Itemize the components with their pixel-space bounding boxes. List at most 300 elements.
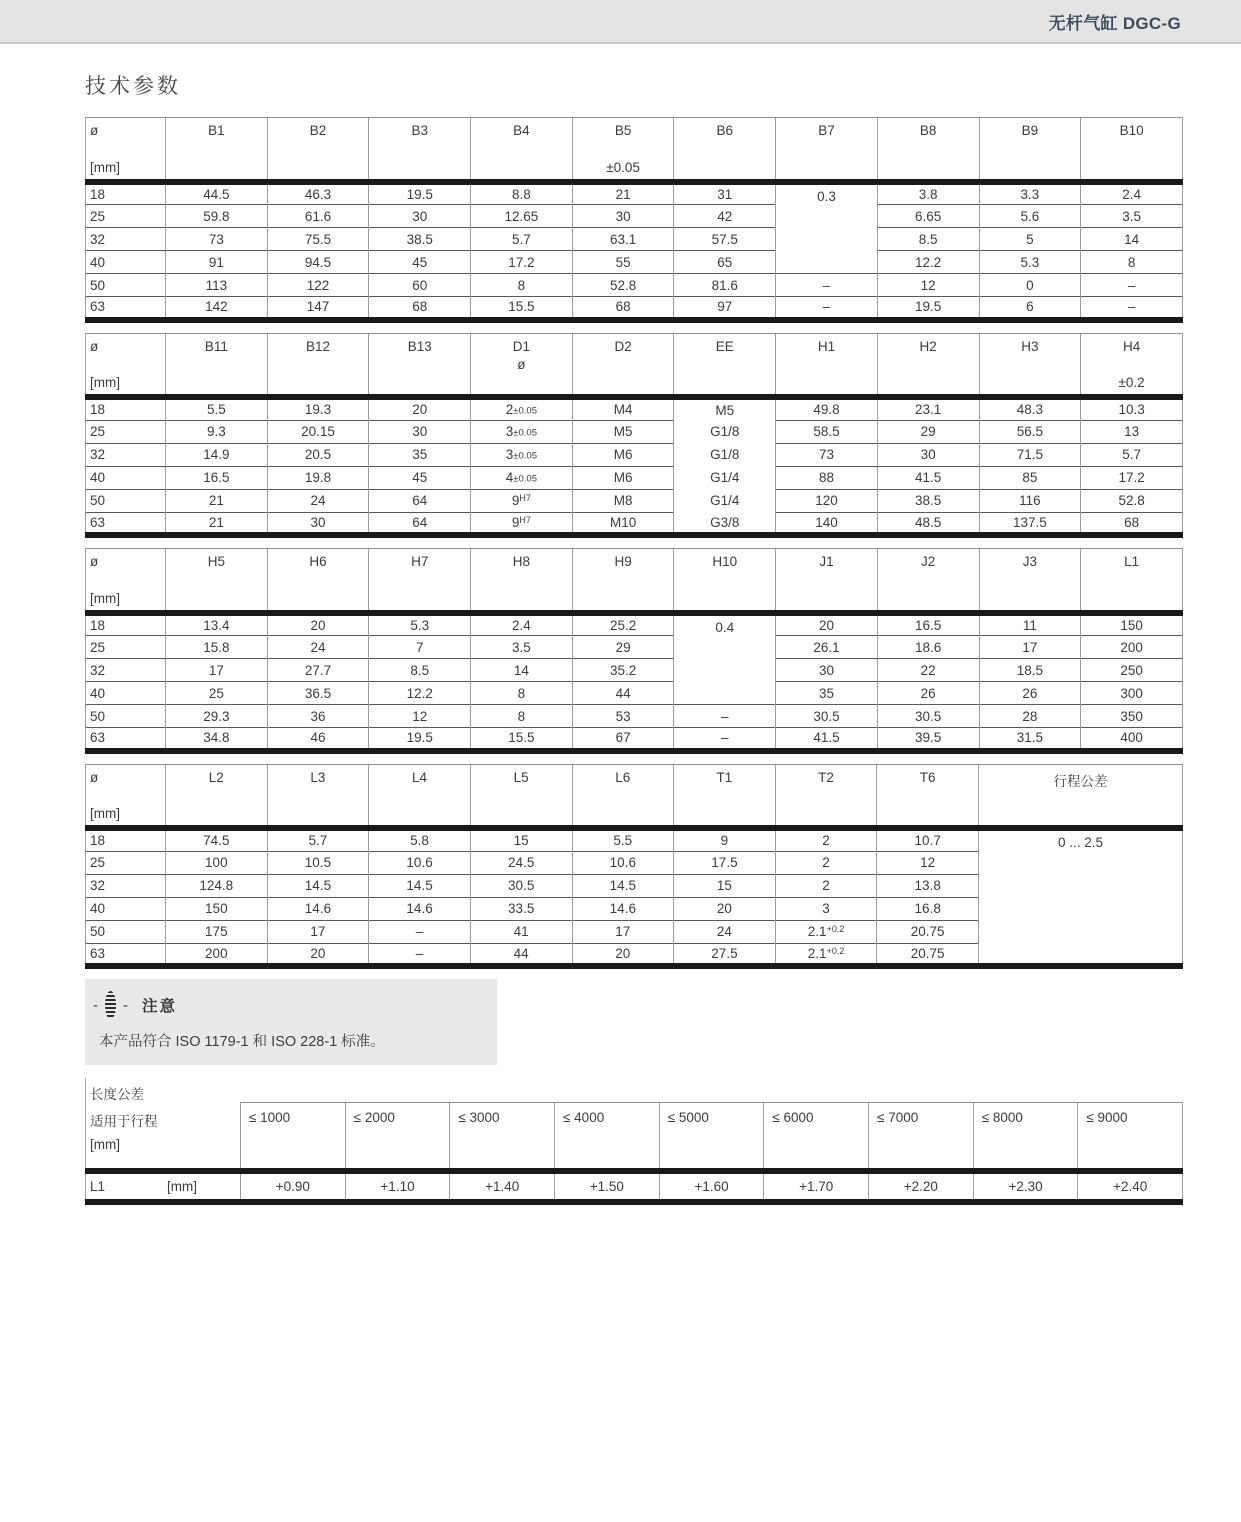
cell-tolerance: ±0.05 (513, 427, 538, 439)
stroke-range-header: ≤ 9000 (1077, 1103, 1182, 1168)
value-cell: 94.5 (267, 251, 369, 274)
value-cell: 7 (369, 636, 471, 659)
value-cell: 8 (471, 682, 573, 705)
column-header: H7 (369, 549, 471, 613)
column-header: J3 (979, 549, 1081, 613)
value-cell: 63.1 (572, 228, 674, 251)
value-cell: 17 (979, 636, 1081, 659)
value-cell: 10.7 (877, 828, 979, 851)
value-cell: 14.6 (572, 897, 674, 920)
diameter-cell: 63 (86, 728, 166, 751)
length-tolerance-table (85, 1078, 1183, 1205)
value-cell: – (674, 705, 776, 728)
value-cell: 20.75 (877, 920, 979, 943)
value-cell: 5.7 (267, 828, 369, 851)
note-dash-left: - (93, 996, 98, 1014)
column-header: L4 (369, 764, 471, 828)
table-row (86, 182, 1183, 205)
value-cell: 17.2 (471, 251, 573, 274)
column-header: H4 ±0.2 (1081, 333, 1183, 397)
value-cell: 88 (776, 466, 878, 489)
value-cell: 19.5 (369, 182, 471, 205)
diameter-cell: 32 (86, 228, 166, 251)
value-cell: 142 (166, 297, 268, 320)
stroke-range-header: ≤ 2000 (345, 1103, 450, 1168)
table-row (86, 636, 1183, 659)
value-cell: 52.8 (1081, 489, 1183, 512)
value-cell: 3.8 (877, 182, 979, 205)
value-cell: 3.5 (1081, 205, 1183, 228)
value-cell: 39.5 (877, 728, 979, 751)
value-cell: 74.5 (166, 828, 268, 851)
value-cell: 46.3 (267, 182, 369, 205)
cell-value: 2 (505, 402, 514, 418)
value-cell: 30.5 (776, 705, 878, 728)
value-cell: – (776, 297, 878, 320)
value-cell: 8 (471, 274, 573, 297)
diameter-header: ø [mm] (86, 118, 166, 182)
diameter-cell: 32 (86, 443, 166, 466)
value-cell: 15.8 (166, 636, 268, 659)
value-cell: 6 (979, 297, 1081, 320)
value-cell: 68 (369, 297, 471, 320)
header-row (86, 764, 1183, 828)
value-cell: 14.6 (369, 897, 471, 920)
column-header: B11 (166, 333, 268, 397)
cell-value: 9 (511, 493, 520, 508)
value-cell: 140 (776, 512, 878, 535)
value-cell: 12 (877, 851, 979, 874)
stroke-range-header: ≤ 5000 (659, 1103, 764, 1168)
spec-table-4-container (85, 764, 1183, 970)
cell-tolerance: ±0.05 (513, 450, 538, 462)
value-cell: 13.4 (166, 613, 268, 636)
diameter-header: ø [mm] (86, 764, 166, 828)
value-cell: M10 (572, 512, 674, 535)
column-header: L6 (572, 764, 674, 828)
value-cell (471, 466, 573, 489)
diameter-cell: 18 (86, 397, 166, 420)
value-cell: 19.5 (877, 297, 979, 320)
value-cell: 35.2 (572, 659, 674, 682)
diameter-cell: 40 (86, 251, 166, 274)
diameter-cell: 25 (86, 636, 166, 659)
value-cell: 23.1 (877, 397, 979, 420)
value-cell: 20 (674, 897, 776, 920)
column-header: H3 (979, 333, 1081, 397)
diameter-cell: 32 (86, 659, 166, 682)
length-header-line: 长度公差 (90, 1087, 144, 1102)
table-row (86, 489, 1183, 512)
value-cell: 14.9 (166, 443, 268, 466)
diameter-cell: 63 (86, 943, 166, 966)
value-cell: 30 (369, 420, 471, 443)
value-cell (979, 828, 1183, 966)
spec-table-1-container (85, 117, 1183, 323)
value-cell: 36 (267, 705, 369, 728)
table-row (86, 682, 1183, 705)
value-cell: 300 (1081, 682, 1183, 705)
value-cell: 56.5 (979, 420, 1081, 443)
l1-tolerance-row (85, 1174, 1183, 1199)
value-cell: 9 (674, 828, 776, 851)
value-cell: M4 (572, 397, 674, 420)
column-header: L5 (470, 764, 572, 828)
value-cell (471, 397, 573, 420)
value-cell: 30 (877, 443, 979, 466)
value-cell: M5 (572, 420, 674, 443)
column-header: H9 (572, 549, 674, 613)
value-cell: 30.5 (877, 705, 979, 728)
value-cell: 0 (979, 274, 1081, 297)
diameter-cell: 63 (86, 512, 166, 535)
column-header: B1 (166, 118, 268, 182)
value-cell: 26 (979, 682, 1081, 705)
table-row (86, 251, 1183, 274)
value-cell: 17 (166, 659, 268, 682)
value-cell: 15 (470, 828, 572, 851)
column-header: B10 (1081, 118, 1183, 182)
table-row (86, 228, 1183, 251)
value-cell: 21 (572, 182, 674, 205)
value-cell: – (1081, 297, 1183, 320)
value-cell: 250 (1081, 659, 1183, 682)
value-cell: M6 (572, 443, 674, 466)
value-cell: 91 (166, 251, 268, 274)
value-cell: 34.8 (166, 728, 268, 751)
value-cell: 29.3 (166, 705, 268, 728)
column-header: D1 ø (471, 333, 573, 397)
value-cell: 20 (776, 613, 878, 636)
value-cell: 8.5 (369, 659, 471, 682)
tolerance-value-cell: +1.50 (554, 1174, 659, 1199)
cell-superscript: H7 (519, 514, 531, 525)
stroke-range-header: ≤ 4000 (554, 1103, 659, 1168)
length-table-header (85, 1078, 1183, 1168)
value-cell: 44 (572, 682, 674, 705)
table-row (86, 828, 1183, 851)
value-cell: 8.8 (471, 182, 573, 205)
value-cell: 350 (1081, 705, 1183, 728)
value-cell: 21 (166, 512, 268, 535)
value-cell: 16.8 (877, 897, 979, 920)
value-cell: 17 (572, 920, 674, 943)
column-header: H8 (471, 549, 573, 613)
value-cell: 44.5 (166, 182, 268, 205)
value-cell: 147 (267, 297, 369, 320)
column-header: 行程公差 (979, 764, 1183, 828)
value-cell: 45 (369, 466, 471, 489)
row-unit: [mm] (167, 1179, 198, 1194)
value-cell: 19.3 (267, 397, 369, 420)
column-header: B3 (369, 118, 471, 182)
value-cell: 61.6 (267, 205, 369, 228)
diameter-cell: 50 (86, 920, 166, 943)
value-cell: 24 (674, 920, 776, 943)
value-cell: 5 (979, 228, 1081, 251)
cell-tolerance: ±0.05 (513, 473, 538, 485)
section-title: 技术参数 (85, 75, 181, 98)
value-cell: 18.5 (979, 659, 1081, 682)
cell-value: 0.4 (715, 619, 735, 635)
diameter-header: ø [mm] (86, 333, 166, 397)
value-cell: 55 (572, 251, 674, 274)
table-row (86, 659, 1183, 682)
value-cell: 13.8 (877, 874, 979, 897)
value-cell: 3.3 (979, 182, 1081, 205)
value-cell: 20 (267, 613, 369, 636)
value-cell: 5.3 (369, 613, 471, 636)
column-header: H10 (674, 549, 776, 613)
column-header: B12 (267, 333, 369, 397)
tolerance-value-cell: +1.10 (345, 1174, 450, 1199)
table-row (86, 512, 1183, 535)
diameter-cell: 50 (86, 705, 166, 728)
value-cell: 17.2 (1081, 466, 1183, 489)
diameter-cell: 18 (86, 828, 166, 851)
value-cell: 26.1 (776, 636, 878, 659)
tolerance-value-cell: +2.20 (868, 1174, 973, 1199)
value-cell: 75.5 (267, 228, 369, 251)
value-cell: 30 (267, 512, 369, 535)
value-cell: 73 (776, 443, 878, 466)
row-label-cell (86, 1174, 240, 1199)
cell-value: 3 (505, 447, 514, 462)
diameter-cell: 50 (86, 274, 166, 297)
value-cell: 64 (369, 512, 471, 535)
value-cell: M8 (572, 489, 674, 512)
value-cell: 2 (775, 851, 877, 874)
column-header: H2 (877, 333, 979, 397)
cell-value: 2.1 (807, 924, 827, 939)
value-cell: 81.6 (674, 274, 776, 297)
value-cell: 200 (1081, 636, 1183, 659)
diameter-cell: 18 (86, 182, 166, 205)
diameter-cell: 40 (86, 897, 166, 920)
value-cell (471, 489, 573, 512)
diameter-cell: 63 (86, 297, 166, 320)
value-cell: 52.8 (572, 274, 674, 297)
value-cell: 22 (877, 659, 979, 682)
value-cell: 46 (267, 728, 369, 751)
note-text: 本产品符合 ISO 1179-1 和 ISO 228-1 标准。 (99, 1034, 385, 1050)
value-cell: 14.5 (267, 874, 369, 897)
value-cell: 35 (369, 443, 471, 466)
value-cell: 38.5 (369, 228, 471, 251)
value-cell: 60 (369, 274, 471, 297)
value-cell: 12.2 (369, 682, 471, 705)
value-cell: 71.5 (979, 443, 1081, 466)
value-cell: 10.6 (369, 851, 471, 874)
divider-bar (85, 1199, 1183, 1205)
length-header-cell (86, 1078, 240, 1168)
cell-superscript: H7 (519, 493, 531, 503)
value-cell: 68 (572, 297, 674, 320)
table-row (86, 297, 1183, 320)
value-cell: 5.8 (369, 828, 471, 851)
diameter-cell: 18 (86, 613, 166, 636)
spec-table-3-container (85, 548, 1183, 754)
diameter-cell: 25 (86, 851, 166, 874)
value-cell (775, 920, 877, 943)
note-header (93, 991, 483, 1019)
value-cell: G1/8 (674, 443, 776, 466)
diameter-cell: 25 (86, 205, 166, 228)
column-header: B8 (877, 118, 979, 182)
value-cell: 2 (775, 828, 877, 851)
stroke-range-headers (240, 1102, 1183, 1168)
spec-table-3 (85, 548, 1183, 754)
value-cell: 12 (369, 705, 471, 728)
value-cell: – (674, 728, 776, 751)
value-cell: 41 (470, 920, 572, 943)
value-cell: – (1081, 274, 1183, 297)
column-header: H5 (166, 549, 268, 613)
column-header: B5 ±0.05 (572, 118, 674, 182)
page-content (85, 70, 1183, 1205)
diameter-header: ø [mm] (86, 549, 166, 613)
value-cell: 10.5 (267, 851, 369, 874)
value-cell: 20 (572, 943, 674, 966)
value-cell: 53 (572, 705, 674, 728)
value-cell: 26 (877, 682, 979, 705)
value-cell: 20 (369, 397, 471, 420)
value-cell: 10.3 (1081, 397, 1183, 420)
value-cell: 28 (979, 705, 1081, 728)
value-cell: 45 (369, 251, 471, 274)
value-cell: M5 (674, 397, 776, 420)
value-cell: 59.8 (166, 205, 268, 228)
value-cell: 120 (776, 489, 878, 512)
stroke-range-header: ≤ 1000 (240, 1103, 345, 1168)
value-cell: 3.5 (471, 636, 573, 659)
value-cell: 19.5 (369, 728, 471, 751)
cell-value: 9 (511, 514, 520, 530)
column-header: B7 (776, 118, 878, 182)
value-cell: 24.5 (470, 851, 572, 874)
value-cell: 15.5 (471, 297, 573, 320)
row-label: L1 (90, 1179, 106, 1194)
value-cell: 17 (267, 920, 369, 943)
note-icon (105, 991, 116, 1019)
column-header: L3 (267, 764, 369, 828)
header-row (86, 118, 1183, 182)
value-cell: 400 (1081, 728, 1183, 751)
value-cell: 27.7 (267, 659, 369, 682)
column-header: B4 (471, 118, 573, 182)
value-cell: 20.15 (267, 420, 369, 443)
value-cell (471, 420, 573, 443)
value-cell: 24 (267, 489, 369, 512)
value-cell (776, 182, 878, 274)
tolerance-value-cell: +0.90 (240, 1174, 345, 1199)
cell-tolerance: ±0.05 (513, 405, 538, 417)
tolerance-value-cell: +1.70 (763, 1174, 868, 1199)
column-header: B9 (979, 118, 1081, 182)
value-cell: 19.8 (267, 466, 369, 489)
value-cell: 14 (471, 659, 573, 682)
stroke-range-header: ≤ 3000 (449, 1103, 554, 1168)
value-cell (674, 613, 776, 705)
value-cell: G1/4 (674, 489, 776, 512)
cell-superscript: +0.2 (826, 945, 845, 956)
column-header: T2 (775, 764, 877, 828)
length-header-line: 适用于行程 (90, 1114, 158, 1129)
value-cell: 14.5 (369, 874, 471, 897)
value-cell: 24 (267, 636, 369, 659)
value-cell: 31.5 (979, 728, 1081, 751)
value-cell: 200 (166, 943, 268, 966)
value-cell: – (776, 274, 878, 297)
column-header: H6 (267, 549, 369, 613)
value-cell: 14.5 (572, 874, 674, 897)
column-header: J1 (776, 549, 878, 613)
value-cell: 65 (674, 251, 776, 274)
column-header: L2 (166, 764, 268, 828)
diameter-cell: 40 (86, 682, 166, 705)
value-cell: 73 (166, 228, 268, 251)
value-cell: 12 (877, 274, 979, 297)
value-cell: 30 (776, 659, 878, 682)
value-cell: G3/8 (674, 512, 776, 535)
value-cell: 30.5 (470, 874, 572, 897)
value-cell: 8.5 (877, 228, 979, 251)
value-cell: – (369, 920, 471, 943)
value-cell: 15 (674, 874, 776, 897)
column-header: L1 (1081, 549, 1183, 613)
value-cell: 100 (166, 851, 268, 874)
cell-value: 3 (505, 424, 514, 439)
value-cell: 58.5 (776, 420, 878, 443)
diameter-cell: 40 (86, 466, 166, 489)
column-header: D2 (572, 333, 674, 397)
value-cell: 113 (166, 274, 268, 297)
table-row (86, 728, 1183, 751)
value-cell: 30 (572, 205, 674, 228)
value-cell: 122 (267, 274, 369, 297)
spec-table-4 (85, 764, 1183, 970)
value-cell: 41.5 (776, 728, 878, 751)
column-header: J2 (877, 549, 979, 613)
value-cell: 150 (1081, 613, 1183, 636)
cell-value: 2.1 (807, 945, 827, 961)
stroke-range-header: ≤ 6000 (763, 1103, 868, 1168)
value-cell: 5.6 (979, 205, 1081, 228)
value-cell: 124.8 (166, 874, 268, 897)
table-row (86, 443, 1183, 466)
value-cell: 29 (572, 636, 674, 659)
column-header: B2 (267, 118, 369, 182)
tolerance-value-cell: +2.40 (1077, 1174, 1182, 1199)
value-cell: 14 (1081, 228, 1183, 251)
value-cell: 41.5 (877, 466, 979, 489)
stroke-range-header: ≤ 7000 (868, 1103, 973, 1168)
value-cell: 97 (674, 297, 776, 320)
spec-table-2-container (85, 333, 1183, 539)
page-header-band (0, 0, 1241, 44)
value-cell: 12.2 (877, 251, 979, 274)
value-cell: 20.5 (267, 443, 369, 466)
column-header: EE (674, 333, 776, 397)
value-cell: 68 (1081, 512, 1183, 535)
header-row (86, 333, 1183, 397)
column-header: T6 (877, 764, 979, 828)
value-cell: 13 (1081, 420, 1183, 443)
column-header: B6 (674, 118, 776, 182)
value-cell: 137.5 (979, 512, 1081, 535)
value-cell: 2.4 (471, 613, 573, 636)
value-cell: 48.3 (979, 397, 1081, 420)
